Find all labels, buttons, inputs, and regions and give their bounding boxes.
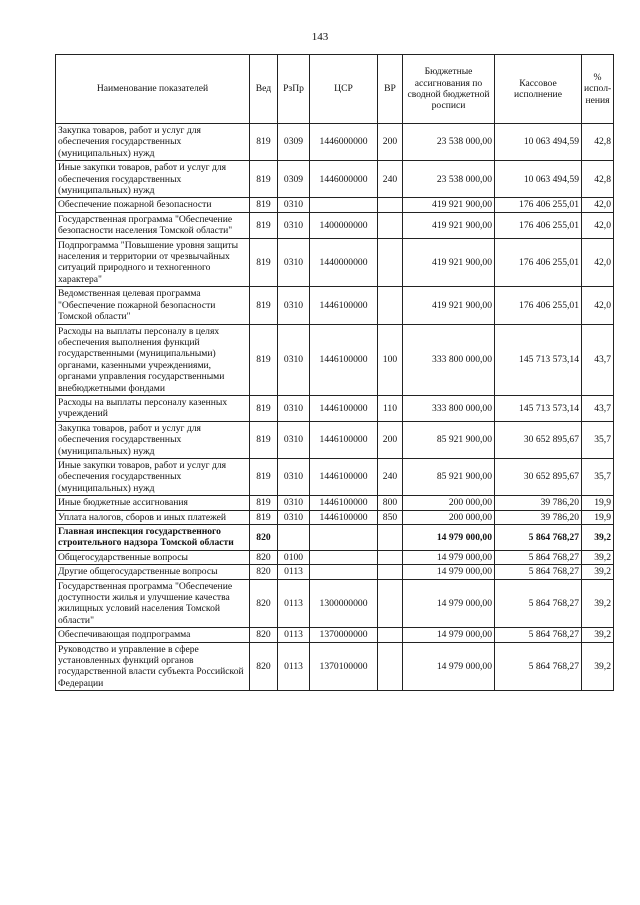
cell-name: Расходы на выплаты персоналу в целях обеспечения выполнения функций государственными (муниципальными) органами, казенными учреждениями, органами управления государственными внебюджетными фондами: [56, 324, 250, 395]
cell-name: Другие общегосударственные вопросы: [56, 565, 250, 579]
cell-ved: 819: [250, 212, 278, 238]
cell-rzpr: 0113: [278, 642, 310, 691]
cell-csr: 1370100000: [310, 642, 378, 691]
cell-ved: 820: [250, 525, 278, 551]
cell-ved: 819: [250, 458, 278, 495]
cell-rzpr: 0113: [278, 579, 310, 628]
cell-rzpr: 0310: [278, 395, 310, 421]
cell-csr: 1400000000: [310, 212, 378, 238]
cell-vr: 800: [378, 496, 403, 510]
cell-pct: 19,9: [582, 496, 614, 510]
cell-pct: 42,0: [582, 212, 614, 238]
table-row: [56, 550, 614, 564]
cell-budget: 419 921 900,00: [403, 198, 495, 212]
cell-vr: 850: [378, 510, 403, 524]
cell-ved: 819: [250, 496, 278, 510]
cell-name: Закупка товаров, работ и услуг для обеспечения государственных (муниципальных) нужд: [56, 421, 250, 458]
cell-name: Закупка товаров, работ и услуг для обеспечения государственных (муниципальных) нужд: [56, 124, 250, 161]
page-number: 143: [311, 31, 329, 43]
table-row: [56, 161, 614, 198]
cell-name: Обеспечение пожарной безопасности: [56, 198, 250, 212]
cell-cash: 176 406 255,01: [495, 238, 582, 287]
cell-pct: 42,8: [582, 161, 614, 198]
cell-pct: 19,9: [582, 510, 614, 524]
cell-csr: [310, 550, 378, 564]
cell-name: Общегосударственные вопросы: [56, 550, 250, 564]
cell-vr: [378, 287, 403, 324]
table-row: [56, 421, 614, 458]
cell-rzpr: 0113: [278, 565, 310, 579]
cell-vr: 200: [378, 124, 403, 161]
cell-vr: [378, 212, 403, 238]
cell-pct: 43,7: [582, 395, 614, 421]
cell-rzpr: 0310: [278, 238, 310, 287]
cell-name: Уплата налогов, сборов и иных платежей: [56, 510, 250, 524]
cell-name: Расходы на выплаты персоналу казенных учреждений: [56, 395, 250, 421]
cell-budget: 14 979 000,00: [403, 579, 495, 628]
cell-ved: 819: [250, 421, 278, 458]
cell-csr: [310, 525, 378, 551]
cell-pct: 35,7: [582, 458, 614, 495]
cell-name: Иные закупки товаров, работ и услуг для обеспечения государственных (муниципальных) нужд: [56, 458, 250, 495]
cell-pct: 39,2: [582, 565, 614, 579]
header-name: Наименование показателей: [56, 55, 250, 124]
cell-csr: 1446100000: [310, 458, 378, 495]
cell-budget: 333 800 000,00: [403, 324, 495, 395]
cell-cash: 176 406 255,01: [495, 198, 582, 212]
cell-budget: 200 000,00: [403, 496, 495, 510]
cell-cash: 5 864 768,27: [495, 525, 582, 551]
cell-vr: 240: [378, 458, 403, 495]
cell-csr: 1446100000: [310, 324, 378, 395]
table-row: [56, 212, 614, 238]
cell-budget: 23 538 000,00: [403, 161, 495, 198]
cell-vr: 240: [378, 161, 403, 198]
cell-rzpr: 0310: [278, 198, 310, 212]
cell-pct: 39,2: [582, 579, 614, 628]
cell-cash: 39 786,20: [495, 496, 582, 510]
cell-ved: 819: [250, 198, 278, 212]
cell-cash: 5 864 768,27: [495, 642, 582, 691]
table-row: [56, 628, 614, 642]
cell-cash: 5 864 768,27: [495, 550, 582, 564]
cell-cash: 30 652 895,67: [495, 458, 582, 495]
cell-ved: 819: [250, 161, 278, 198]
cell-budget: 419 921 900,00: [403, 238, 495, 287]
cell-csr: 1446100000: [310, 395, 378, 421]
cell-cash: 145 713 573,14: [495, 395, 582, 421]
table-row: [56, 458, 614, 495]
cell-name: Ведомственная целевая программа "Обеспечение пожарной безопасности Томской области": [56, 287, 250, 324]
table-row: [56, 525, 614, 551]
cell-budget: 14 979 000,00: [403, 550, 495, 564]
cell-cash: 145 713 573,14: [495, 324, 582, 395]
cell-csr: 1446100000: [310, 496, 378, 510]
cell-rzpr: [278, 525, 310, 551]
cell-csr: 1440000000: [310, 238, 378, 287]
cell-rzpr: 0310: [278, 458, 310, 495]
cell-ved: 819: [250, 510, 278, 524]
cell-pct: 39,2: [582, 628, 614, 642]
cell-budget: 14 979 000,00: [403, 642, 495, 691]
cell-csr: 1446100000: [310, 287, 378, 324]
cell-name: Иные закупки товаров, работ и услуг для обеспечения государственных (муниципальных) нужд: [56, 161, 250, 198]
cell-csr: [310, 565, 378, 579]
cell-cash: 10 063 494,59: [495, 161, 582, 198]
cell-csr: 1370000000: [310, 628, 378, 642]
cell-ved: 820: [250, 565, 278, 579]
cell-budget: 200 000,00: [403, 510, 495, 524]
cell-cash: 5 864 768,27: [495, 579, 582, 628]
cell-ved: 819: [250, 287, 278, 324]
budget-execution-table: [55, 54, 614, 691]
cell-vr: [378, 198, 403, 212]
cell-csr: 1300000000: [310, 579, 378, 628]
cell-cash: 30 652 895,67: [495, 421, 582, 458]
cell-name: Подпрограмма "Повышение уровня защиты населения и территории от чрезвычайных ситуаций природного и техногенного характера": [56, 238, 250, 287]
header-budget: Бюджетные ассигнования по сводной бюджетной росписи: [403, 55, 495, 124]
cell-ved: 820: [250, 642, 278, 691]
cell-vr: [378, 238, 403, 287]
cell-pct: 39,2: [582, 550, 614, 564]
cell-ved: 820: [250, 628, 278, 642]
cell-ved: 819: [250, 324, 278, 395]
cell-cash: 176 406 255,01: [495, 212, 582, 238]
cell-budget: 14 979 000,00: [403, 525, 495, 551]
cell-name: Руководство и управление в сфере установленных функций органов государственной власти субъекта Российской Федерации: [56, 642, 250, 691]
cell-csr: 1446100000: [310, 421, 378, 458]
cell-pct: 42,0: [582, 287, 614, 324]
cell-cash: 176 406 255,01: [495, 287, 582, 324]
table-row: [56, 565, 614, 579]
cell-budget: 419 921 900,00: [403, 287, 495, 324]
cell-pct: 42,0: [582, 198, 614, 212]
cell-pct: 43,7: [582, 324, 614, 395]
header-cash: Кассовое исполнение: [495, 55, 582, 124]
cell-rzpr: 0309: [278, 124, 310, 161]
cell-budget: 14 979 000,00: [403, 628, 495, 642]
table-row: [56, 124, 614, 161]
cell-cash: 5 864 768,27: [495, 628, 582, 642]
cell-pct: 42,0: [582, 238, 614, 287]
cell-vr: 100: [378, 324, 403, 395]
cell-name: Обеспечивающая подпрограмма: [56, 628, 250, 642]
cell-rzpr: 0100: [278, 550, 310, 564]
cell-vr: 110: [378, 395, 403, 421]
cell-rzpr: 0310: [278, 496, 310, 510]
cell-rzpr: 0310: [278, 421, 310, 458]
cell-rzpr: 0310: [278, 510, 310, 524]
cell-name: Главная инспекция государственного строительного надзора Томской области: [56, 525, 250, 551]
header-csr: ЦСР: [310, 55, 378, 124]
cell-cash: 39 786,20: [495, 510, 582, 524]
cell-rzpr: 0310: [278, 287, 310, 324]
cell-rzpr: 0310: [278, 212, 310, 238]
table-row: [56, 510, 614, 524]
cell-name: Иные бюджетные ассигнования: [56, 496, 250, 510]
cell-name: Государственная программа "Обеспечение доступности жилья и улучшение качества жилищных условий населения Томской области": [56, 579, 250, 628]
cell-ved: 819: [250, 124, 278, 161]
cell-ved: 820: [250, 579, 278, 628]
cell-budget: 419 921 900,00: [403, 212, 495, 238]
header-ved: Вед: [250, 55, 278, 124]
cell-csr: 1446100000: [310, 510, 378, 524]
cell-vr: 200: [378, 421, 403, 458]
cell-name: Государственная программа "Обеспечение безопасности населения Томской области": [56, 212, 250, 238]
cell-budget: 85 921 900,00: [403, 458, 495, 495]
table-row: [56, 198, 614, 212]
cell-pct: 39,2: [582, 642, 614, 691]
cell-vr: [378, 550, 403, 564]
cell-budget: 333 800 000,00: [403, 395, 495, 421]
table-row: [56, 395, 614, 421]
table-row: [56, 238, 614, 287]
cell-budget: 23 538 000,00: [403, 124, 495, 161]
table-row: [56, 579, 614, 628]
cell-vr: [378, 628, 403, 642]
header-vr: ВР: [378, 55, 403, 124]
cell-vr: [378, 525, 403, 551]
header-pct: % испол-нения: [582, 55, 614, 124]
cell-ved: 819: [250, 238, 278, 287]
cell-csr: [310, 198, 378, 212]
cell-pct: 39,2: [582, 525, 614, 551]
table-row: [56, 324, 614, 395]
table-row: [56, 287, 614, 324]
table-row: [56, 642, 614, 691]
cell-rzpr: 0113: [278, 628, 310, 642]
cell-rzpr: 0310: [278, 324, 310, 395]
table-row: [56, 496, 614, 510]
header-rzpr: РзПр: [278, 55, 310, 124]
cell-pct: 35,7: [582, 421, 614, 458]
table-body: [56, 124, 614, 691]
cell-vr: [378, 642, 403, 691]
cell-budget: 85 921 900,00: [403, 421, 495, 458]
cell-csr: 1446000000: [310, 124, 378, 161]
cell-vr: [378, 565, 403, 579]
table-header-row: [56, 55, 614, 124]
cell-vr: [378, 579, 403, 628]
cell-csr: 1446000000: [310, 161, 378, 198]
cell-cash: 10 063 494,59: [495, 124, 582, 161]
cell-pct: 42,8: [582, 124, 614, 161]
cell-budget: 14 979 000,00: [403, 565, 495, 579]
cell-ved: 820: [250, 550, 278, 564]
cell-ved: 819: [250, 395, 278, 421]
cell-cash: 5 864 768,27: [495, 565, 582, 579]
cell-rzpr: 0309: [278, 161, 310, 198]
